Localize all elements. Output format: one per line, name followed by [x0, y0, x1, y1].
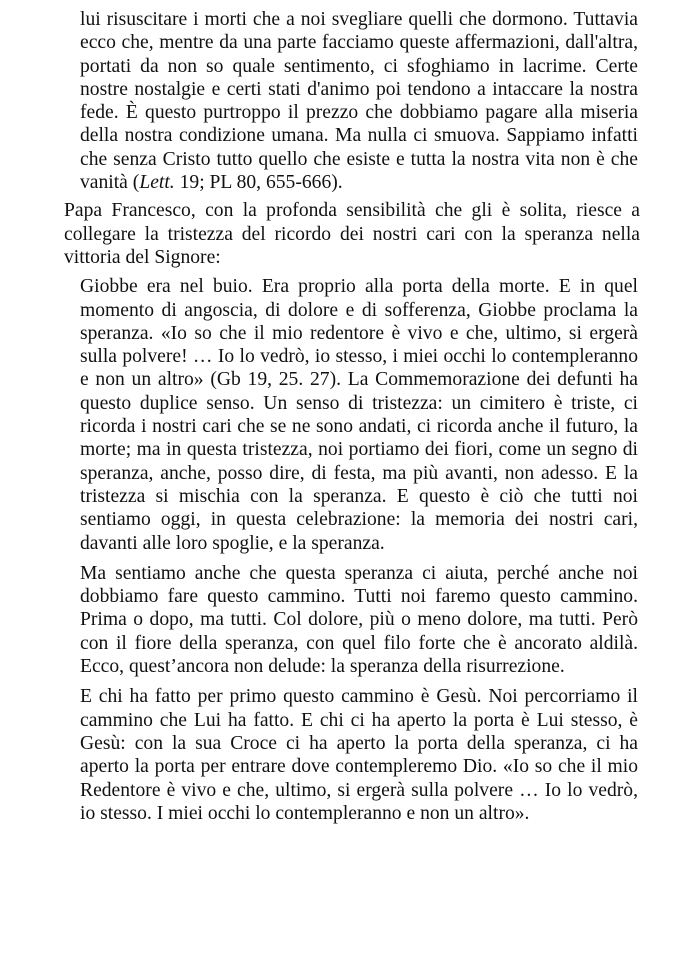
quote-paragraph-giobbe: Giobbe era nel buio. Era proprio alla porta della morte. E in quel momento di angoscia, di dolore e di sofferenza, Giobbe proclama la speranza. «Io so che il mio redentore è vivo e che, ultimo, si ergerà sulla polvere! … Io lo vedrò, io stesso, i miei occhi lo contempleranno e non un altro» (Gb 19, 25. 27). La Commemorazione dei defunti ha questo duplice senso. Un senso di tristezza: un cimitero è triste, ci ricorda i nostri cari che se ne sono andati, ci ricorda anche il futuro, la morte; ma in questa tristezza, noi portiamo dei fiori, come un segno di speranza, anche, posso dire, di festa, ma più avanti, non adesso. E la tristezza si mischia con la speranza. E questo è ciò che tutti noi sentiamo oggi, in questa celebrazione: la memoria dei nostri cari, davanti alle loro spoglie, e la speranza. [80, 276, 638, 554]
citation-italic: Lett. [139, 172, 175, 194]
quote-paragraph-augustine [80, 8, 638, 194]
quote-text: lui risuscitare i morti che a noi svegliare quelli che dormono. Tuttavia ecco che, mentre da una parte facciamo queste affermazioni, dall'altra, portati da non so quale sentimento, ci sfoghiamo in lacrime. Certe nostre nostalgie e certi stati d'animo poi tendono a intaccare la nostra fede. È questo purtroppo il prezzo che dobbiamo pagare alla miseria della nostra condizione umana. Ma nulla ci smuova. Sappiamo infatti che senza Cristo tutto quello che esiste e tutta la nostra vita non è che vanità ( [80, 9, 638, 194]
citation-text: 19; PL 80, 655-666). [174, 172, 343, 194]
quote-paragraph-cammino: Ma sentiamo anche che questa speranza ci aiuta, perché anche noi dobbiamo fare questo cammino. Tutti noi faremo questo cammino. Prima o dopo, ma tutti. Col dolore, più o meno dolore, ma tutti. Però con il fiore della speranza, con quel filo forte che è ancorato aldilà. Ecco, quest’ancora non delude: la speranza della risurrezione. [80, 562, 638, 678]
body-paragraph-intro: Papa Francesco, con la profonda sensibilità che gli è solita, riesce a collegare la tristezza del ricordo dei nostri cari con la speranza nella vittoria del Signore: [64, 200, 640, 268]
quote-paragraph-gesu: E chi ha fatto per primo questo cammino è Gesù. Noi percorriamo il cammino che Lui ha fatto. E chi ci ha aperto la porta è Lui stesso, è Gesù: con la sua Croce ci ha aperto la porta della speranza, ci ha aperto la porta per entrare dove contempleremo Dio. «Io so che il mio Redentore è vivo e che, ultimo, si ergerà sulla polvere … Io lo vedrò, io stesso. I miei occhi lo contempleranno e non un altro». [80, 686, 638, 824]
